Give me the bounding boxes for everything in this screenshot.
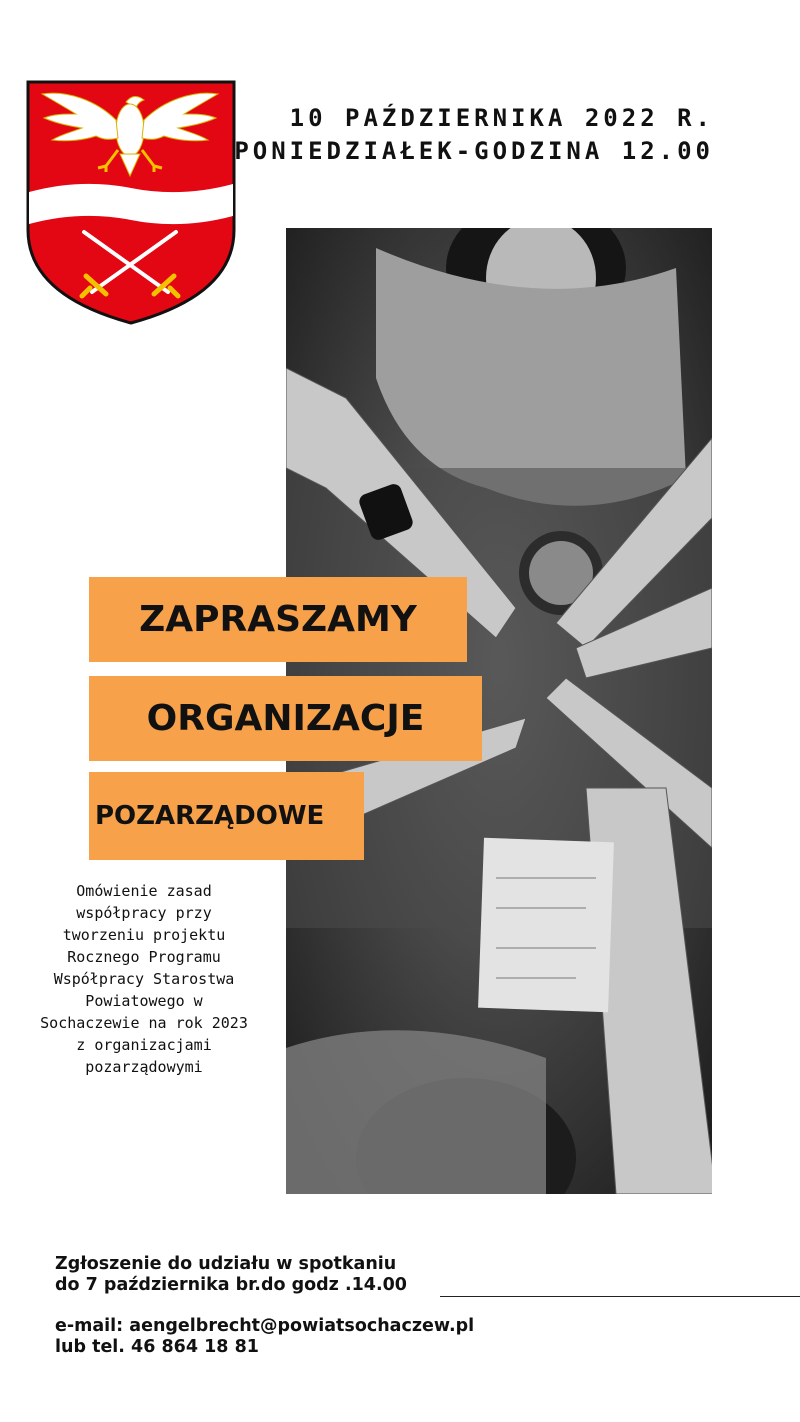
contact-phone: lub tel. 46 864 18 81: [55, 1337, 259, 1357]
description-line: Powiatowego w: [85, 992, 203, 1010]
registration-line: Zgłoszenie do udziału w spotkaniu: [55, 1254, 397, 1274]
banner-zapraszamy: ZAPRASZAMY: [89, 577, 467, 662]
description-line: pozarządowymi: [85, 1058, 203, 1076]
contact-email: e-mail: aengelbrecht@powiatsochaczew.pl: [55, 1316, 475, 1336]
description-line: Współpracy Starostwa: [53, 970, 235, 988]
description-line: tworzeniu projektu: [62, 926, 226, 944]
event-date: 10 PAŹDZIERNIKA 2022 R.: [289, 104, 714, 132]
divider-line: [440, 1296, 800, 1297]
description-line: współpracy przy: [76, 904, 212, 922]
description-line: Rocznego Programu: [67, 948, 221, 966]
contact-info: [55, 1316, 474, 1358]
event-date-header: [234, 102, 714, 168]
banner-pozarzadowe: POZARZĄDOWE: [89, 772, 364, 860]
registration-info: [55, 1254, 407, 1296]
meeting-description: [12, 880, 276, 1078]
banner-organizacje: ORGANIZACJE: [89, 676, 482, 761]
description-line: Omówienie zasad: [76, 882, 212, 900]
event-time: PONIEDZIAŁEK-GODZINA 12.00: [234, 137, 714, 165]
description-line: Sochaczewie na rok 2023: [40, 1014, 248, 1032]
description-line: z organizacjami: [76, 1036, 212, 1054]
coat-of-arms-icon: [26, 80, 236, 325]
registration-deadline: do 7 października br.do godz .14.00: [55, 1275, 407, 1295]
